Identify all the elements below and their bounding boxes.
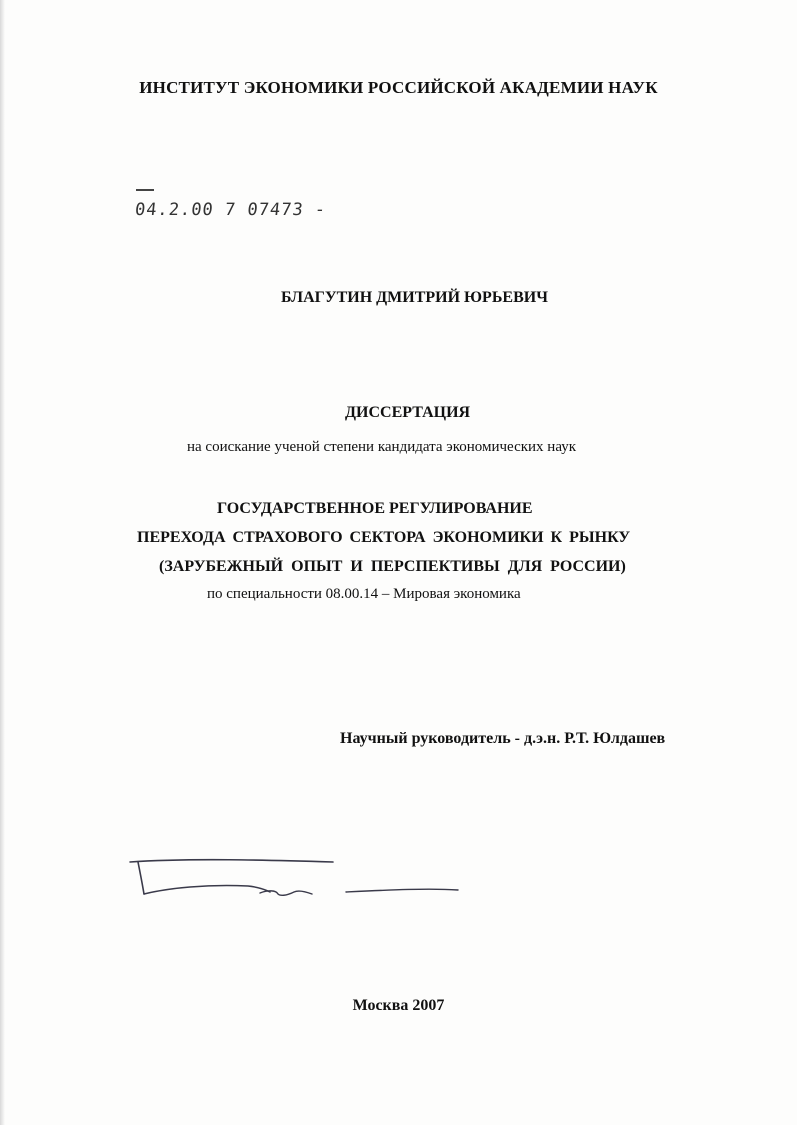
institute-name: ИНСТИТУТ ЭКОНОМИКИ РОССИЙСКОЙ АКАДЕМИИ НАУК [139, 78, 658, 97]
degree-line: на соискание ученой степени кандидата экономических наук [187, 439, 577, 455]
registration-stamp: 04.2.00 7 07473 - [134, 200, 328, 220]
title-line-1: ГОСУДАРСТВЕННОЕ РЕГУЛИРОВАНИЕ [217, 500, 533, 517]
scientific-advisor: Научный руководитель - д.э.н. Р.Т. Юлдашев [340, 730, 666, 747]
stamp-mark [136, 189, 154, 191]
author-name: БЛАГУТИН ДМИТРИЙ ЮРЬЕВИЧ [281, 289, 548, 306]
title-line-3: (ЗАРУБЕЖНЫЙ ОПЫТ И ПЕРСПЕКТИВЫ ДЛЯ РОССИИ) [159, 558, 626, 575]
scan-edge-shadow [0, 0, 5, 1125]
city-year: Москва 2007 [352, 997, 445, 1014]
document-type: ДИССЕРТАЦИЯ [345, 404, 471, 421]
handwritten-signature-icon [128, 850, 468, 910]
specialty-line: по специальности 08.00.14 – Мировая экономика [207, 586, 521, 602]
title-line-2: ПЕРЕХОДА СТРАХОВОГО СЕКТОРА ЭКОНОМИКИ К РЫНКУ [137, 529, 631, 546]
